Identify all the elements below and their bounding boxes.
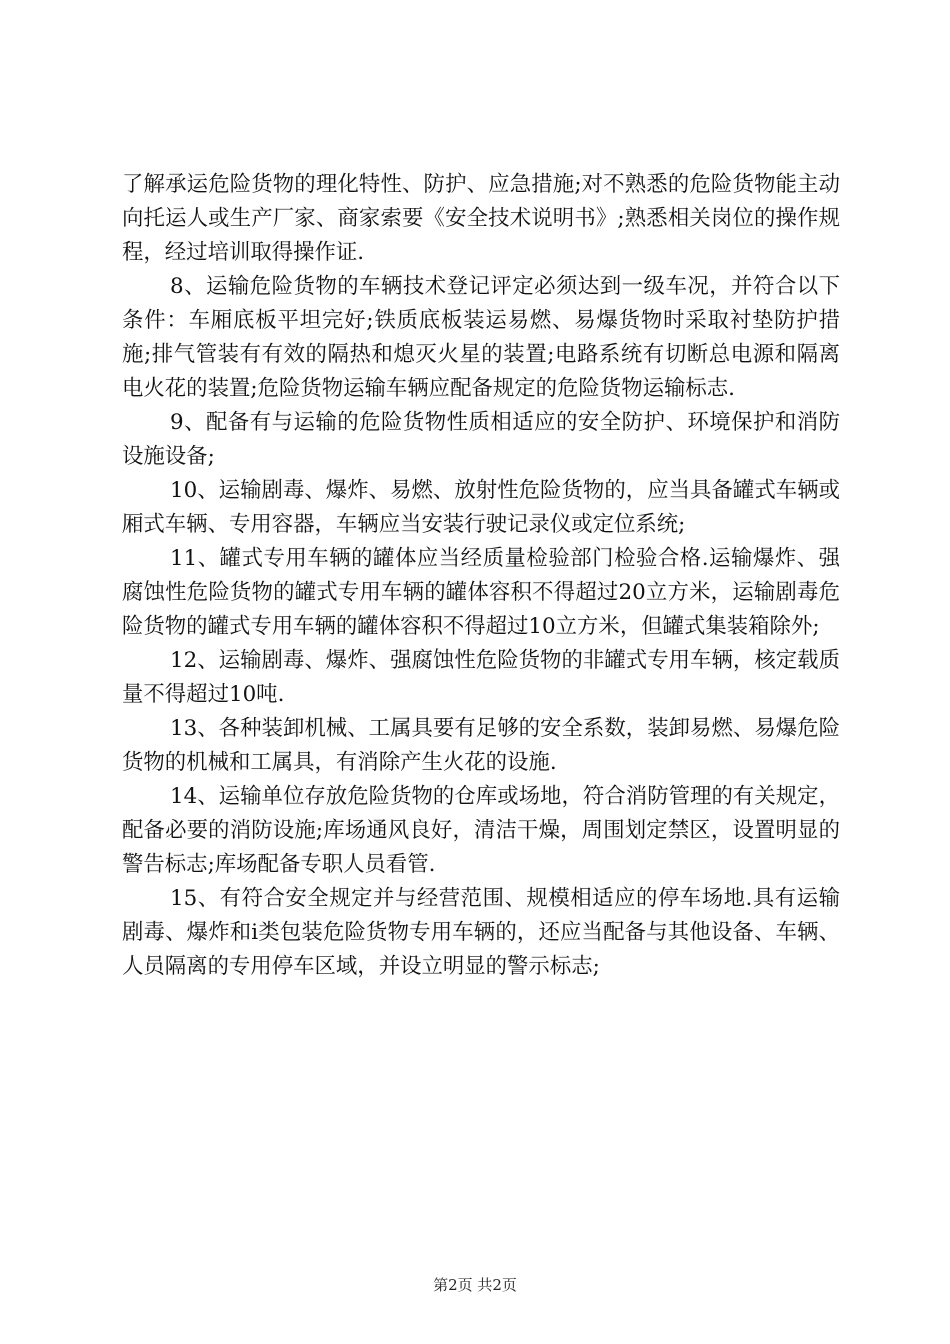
paragraph-item-13: 13、各种装卸机械、工属具要有足够的安全系数，装卸易燃、易爆危险货物的机械和工属具，有消除产生火花的设施. (122, 716, 840, 775)
paragraph-continuation: 了解承运危险货物的理化特性、防护、应急措施;对不熟悉的危险货物能主动向托运人或生产厂家、商家索要《安全技术说明书》;熟悉相关岗位的操作规程，经过培训取得操作证. (122, 172, 840, 265)
paragraph-item-14: 14、运输单位存放危险货物的仓库或场地，符合消防管理的有关规定，配备必要的消防设施;库场通风良好，清洁干燥，周围划定禁区，设置明显的警告标志;库场配备专职人员看管. (122, 784, 840, 877)
paragraph-item-9: 9、配备有与运输的危险货物性质相适应的安全防护、环境保护和消防设施设备; (122, 410, 840, 469)
paragraph-item-10: 10、运输剧毒、爆炸、易燃、放射性危险货物的，应当具备罐式车辆或厢式车辆、专用容器，车辆应当安装行驶记录仪或定位系统; (122, 478, 840, 537)
paragraph-item-15: 15、有符合安全规定并与经营范围、规模相适应的停车场地.具有运输剧毒、爆炸和ⅰ类包装危险货物专用车辆的，还应当配备与其他设备、车辆、人员隔离的专用停车区域，并设立明显的警示标志; (122, 886, 840, 979)
paragraph-item-11: 11、罐式专用车辆的罐体应当经质量检验部门检验合格.运输爆炸、强腐蚀性危险货物的罐式专用车辆的罐体容积不得超过20立方米，运输剧毒危险货物的罐式专用车辆的罐体容积不得超过10立方米，但罐式集装箱除外; (122, 546, 840, 639)
paragraph-item-8: 8、运输危险货物的车辆技术登记评定必须达到一级车况，并符合以下条件：车厢底板平坦完好;铁质底板装运易燃、易爆货物时采取衬垫防护措施;排气管装有有效的隔热和熄灭火星的装置;电路系统有切断总电源和隔离电火花的装置;危险货物运输车辆应配备规定的危险货物运输标志. (122, 274, 840, 401)
paragraph-item-12: 12、运输剧毒、爆炸、强腐蚀性危险货物的非罐式专用车辆，核定载质量不得超过10吨. (122, 648, 840, 707)
page-footer (0, 1275, 950, 1295)
document-body (122, 168, 840, 984)
page-number: 第2页 共2页 (433, 1276, 517, 1294)
